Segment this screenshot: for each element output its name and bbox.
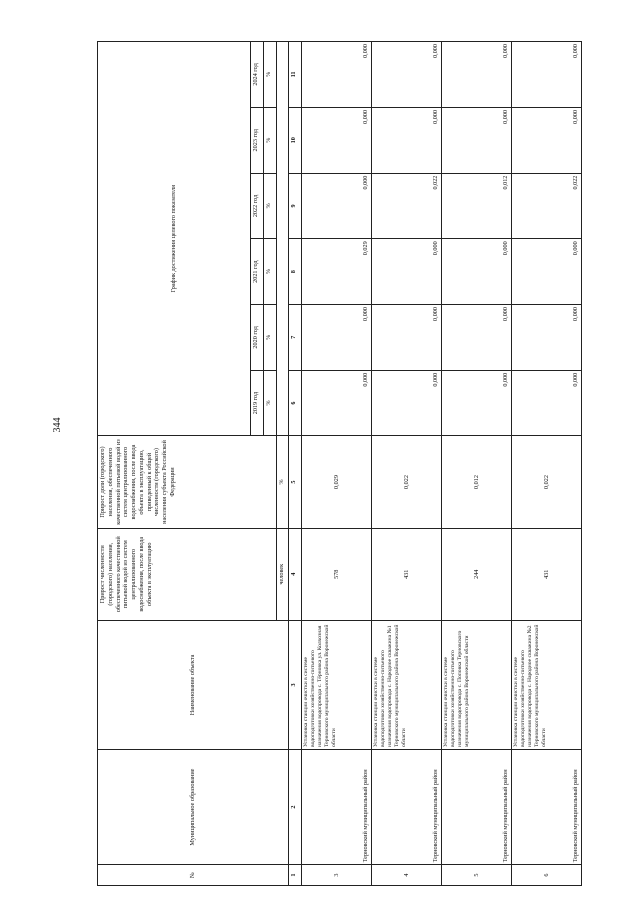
row-value-2022: 0,012 [442, 173, 512, 239]
row-num: 6 [512, 865, 582, 886]
year-2022: 2022 год [251, 173, 264, 239]
row-value-2021: 0,000 [512, 239, 582, 305]
row-value-2019: 0,000 [442, 370, 512, 436]
colnum: 4 [289, 528, 302, 620]
row-value-2019: 0,000 [512, 370, 582, 436]
table-row [442, 42, 512, 886]
share-unit: % [276, 436, 289, 528]
unit-2024: % [263, 42, 276, 108]
row-object: Установка станции очистки в системе водоподготовки хозяйственно-питьевого назначения водопровода с. Народное скважина №2 Терновского муниципального района Воронежской области [512, 620, 582, 749]
row-value-2022: 0,022 [372, 173, 442, 239]
colnum: 9 [289, 173, 302, 239]
row-share: 0,022 [372, 436, 442, 528]
row-municipality: Терновский муниципальный район [442, 749, 512, 864]
row-value-2020: 0,000 [442, 305, 512, 371]
row-municipality: Терновский муниципальный район [512, 749, 582, 864]
row-share: 0,022 [512, 436, 582, 528]
row-object: Установка станции очистки в системе водоподготовки хозяйственно-питьевого назначения водопровода с. Поповка Терновского муниципального района Воронежской области [442, 620, 512, 749]
row-value-2020: 0,000 [372, 305, 442, 371]
row-municipality: Терновский муниципальный район [302, 749, 372, 864]
unit-2022: % [263, 173, 276, 239]
row-share: 0,012 [442, 436, 512, 528]
colnum: 11 [289, 42, 302, 108]
header-schedule: График достижения целевого показателя [98, 42, 251, 436]
row-value-2022: 0,000 [302, 173, 372, 239]
header-num: № [98, 865, 289, 886]
row-value-2020: 0,000 [302, 305, 372, 371]
row-value-2021: 0,029 [302, 239, 372, 305]
year-2019: 2019 год [251, 370, 264, 436]
row-value-2024: 0,000 [372, 42, 442, 108]
row-object: Установка станции очистки в системе водоподготовки хозяйственно-питьевого назначения водопровода с. Народное скважина №1 Терновского муниципального района Воронежской области [372, 620, 442, 749]
colnum: 3 [289, 620, 302, 749]
year-2020: 2020 год [251, 305, 264, 371]
header-share: Прирост доли (городского) населения, обеспеченного качественной питьевой водой из систем централизованного водоснабжения, после ввода объекта в эксплуатацию, приведенный к общей численности (городского) населения субъекта Российской Федерации [98, 436, 277, 528]
colnum: 2 [289, 749, 302, 864]
column-number-row [289, 42, 302, 886]
row-value-2022: 0,022 [512, 173, 582, 239]
unit-2020: % [263, 305, 276, 371]
row-municipality: Терновский муниципальный район [372, 749, 442, 864]
row-share: 0,029 [302, 436, 372, 528]
row-value-2023: 0,000 [512, 107, 582, 173]
row-population: 244 [442, 528, 512, 620]
row-value-2021: 0,000 [442, 239, 512, 305]
indicator-table [97, 41, 582, 886]
table-row [302, 42, 372, 886]
colnum: 5 [289, 436, 302, 528]
row-population: 431 [372, 528, 442, 620]
colnum: 1 [289, 865, 302, 886]
row-population: 431 [512, 528, 582, 620]
header-population: Прирост численности (городского) населения, обеспеченного качественной питьевой водой из систем централизованного водоснабжения, после ввода объекта в эксплуатацию [98, 528, 277, 620]
year-2021: 2021 год [251, 239, 264, 305]
row-population: 578 [302, 528, 372, 620]
row-value-2023: 0,000 [302, 107, 372, 173]
row-value-2019: 0,000 [372, 370, 442, 436]
header-municipality: Муниципальное образование [98, 749, 289, 864]
colnum: 7 [289, 305, 302, 371]
row-num: 5 [442, 865, 512, 886]
table-row [512, 42, 582, 886]
row-object: Установка станции очистки в системе водоподготовки хозяйственно-питьевого назначения водопровода с. Тёрновка ул. Колхозная Терновского муниципального района Воронежской области [302, 620, 372, 749]
table-row [372, 42, 442, 886]
unit-2019: % [263, 370, 276, 436]
row-value-2024: 0,000 [302, 42, 372, 108]
year-2024: 2024 год [251, 42, 264, 108]
row-value-2024: 0,000 [442, 42, 512, 108]
year-2023: 2023 год [251, 107, 264, 173]
unit-2021: % [263, 239, 276, 305]
row-value-2020: 0,000 [512, 305, 582, 371]
row-value-2021: 0,000 [372, 239, 442, 305]
row-value-2024: 0,000 [512, 42, 582, 108]
population-unit: человек [276, 528, 289, 620]
colnum: 6 [289, 370, 302, 436]
row-num: 3 [302, 865, 372, 886]
row-value-2023: 0,000 [442, 107, 512, 173]
rotated-table-container [97, 41, 582, 886]
row-num: 4 [372, 865, 442, 886]
unit-2023: % [263, 107, 276, 173]
header-row-1 [98, 42, 251, 886]
row-value-2019: 0,000 [302, 370, 372, 436]
colnum: 10 [289, 107, 302, 173]
header-object: Наименование объекта [98, 620, 289, 749]
row-value-2023: 0,000 [372, 107, 442, 173]
page-number: 344 [52, 417, 63, 433]
colnum: 8 [289, 239, 302, 305]
